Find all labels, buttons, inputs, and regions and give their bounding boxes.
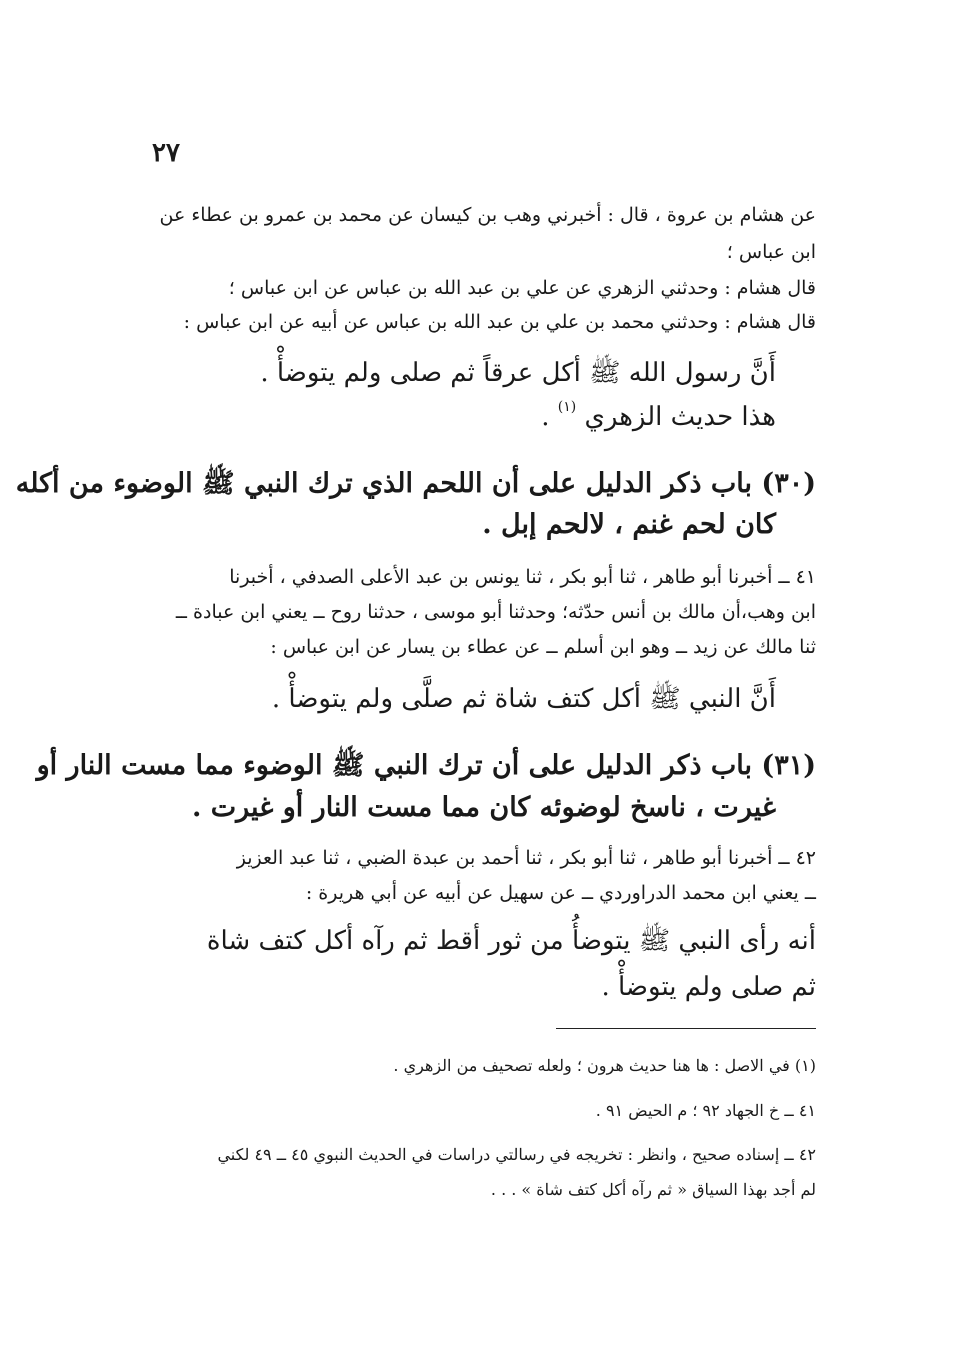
footnote-42-line-1: ٤٢ ــ إسناده صحيح ، وانظر : تخريجه في رسالتي دراسات في الحديث النبوي ٤٥ ــ ٤٩ لكني [217,1145,816,1164]
intro-line-4: قال هشام : وحدثني محمد بن علي بن عبد الله بن عباس عن أبيه عن ابن عباس : [183,311,816,333]
hadith-42-text-line-1: أنه رأى النبي ﷺ يتوضأُ من ثور أقط ثم رآه أكل كتف شاة [206,926,816,956]
hadith-41-isnad-line-1: ٤١ ــ أخبرنا أبو طاهر ، ثنا أبو بكر ، ثنا يونس بن عبد الأعلى الصدفي ، أخبرنا [229,566,816,588]
chapter-30-title-line-2: كان لحم غنم ، لالحم إبل . [482,509,776,540]
intro-note [140,399,776,432]
intro-line-2: ابن عباس ؛ [726,241,816,263]
footnote-1: (١) في الاصل : ها هنا حديث هرون ؛ ولعله تصحيف من الزهري . [393,1056,816,1075]
chapter-30-title-line-1: (٣٠) باب ذكر الدليل على أن اللحم الذي ترك النبي ﷺ الوضوء من أكله [15,468,816,499]
hadith-42-isnad-line-2: ــ يعني ابن محمد الدراوردي ــ عن سهيل عن أبيه عن أبي هريرة : [305,882,816,904]
intro-line-1: عن هشام بن عروة ، قال : أخبرني وهب بن كيسان عن محمد بن عمرو بن عطاء عن [159,204,816,226]
hadith-42-isnad-line-1: ٤٢ ــ أخبرنا أبو طاهر ، ثنا أبو بكر ، ثنا أحمد بن عبدة الضبي ، ثنا عبد العزيز [236,847,816,869]
footnote-separator [556,1028,816,1029]
hadith-41-isnad-line-2: ابن وهب،أن مالك بن أنس حدّثه؛ وحدثنا أبو موسى ، حدثنا روح ــ يعني ابن عبادة ــ [175,601,816,623]
footnote-42-line-2: لم أجد بهذا السياق « ثم رآه أكل كتف شاة » . . . [490,1180,816,1199]
intro-note-end: . [541,402,550,432]
chapter-31-title-line-2: غيرت ، ناسخ لوضوئه كان مما مست النار أو غيرت . [191,792,776,823]
footnote-ref-1: (١) [557,399,577,415]
page-number: ٢٧ [152,138,180,168]
footnote-41: ٤١ ــ خ الجهاد ٩٢ ؛ م الحيض ٩١ . [595,1101,816,1120]
hadith-41-text: أَنَّ النبي ﷺ أكل كتف شاة ثم صلَّى ولم يتوضأْ . [271,684,776,714]
intro-line-3: قال هشام : وحدثني الزهري عن علي بن عبد الله بن عباس عن ابن عباس ؛ [228,277,816,299]
intro-note-text: هذا حديث الزهري [584,402,776,432]
hadith-42-text-line-2: ثم صلى ولم يتوضأْ . [601,972,816,1002]
intro-hadith-text: أَنَّ رسول الله ﷺ أكل عرقاً ثم صلى ولم يتوضأْ . [260,358,776,388]
hadith-41-isnad-line-3: ثنا مالك عن زيد ــ وهو ابن أسلم ــ عن عطاء بن يسار عن ابن عباس : [270,636,816,658]
chapter-31-title-line-1: (٣١) باب ذكر الدليل على أن ترك النبي ﷺ الوضوء مما مست النار أو [36,750,816,781]
